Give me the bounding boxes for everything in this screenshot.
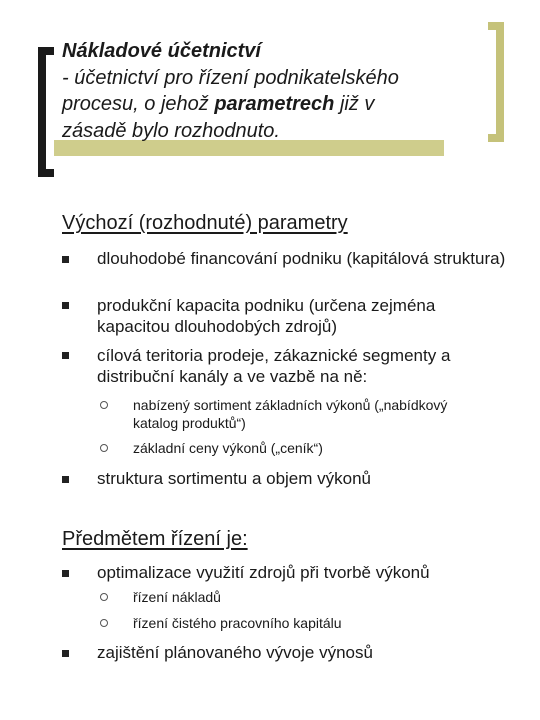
title-line-4: zásadě bylo rozhodnuto. <box>62 119 280 142</box>
sub-list-item: základní ceny výkonů („ceník“) <box>133 440 323 456</box>
bullet-ring-icon <box>100 401 108 409</box>
list-item: produkční kapacita podniku (určena zejména kapacitou dlouhodobých zdrojů) <box>97 296 436 336</box>
bullet-ring-icon <box>100 593 108 601</box>
title-line-2: - účetnictví pro řízení podnikatelského <box>62 66 399 89</box>
bullet-square-icon <box>62 256 69 263</box>
sub-list-item: řízení čistého pracovního kapitálu <box>133 615 342 631</box>
list-item: dlouhodobé financování podniku (kapitálová struktura) <box>97 249 506 268</box>
bullet-ring-icon <box>100 444 108 452</box>
list-item: optimalizace využití zdrojů při tvorbě výkonů <box>97 563 430 582</box>
list-item: cílová teritoria prodeje, zákaznické segmenty a distribuční kanály a ve vazbě na ně: <box>97 346 451 386</box>
title-line-1: Nákladové účetnictví <box>62 40 261 62</box>
left-bracket-decoration <box>38 47 54 177</box>
bullet-square-icon <box>62 570 69 577</box>
section-heading-control: Předmětem řízení je: <box>62 528 248 550</box>
sub-list-item: nabízený sortiment základních výkonů („nabídkový katalog produktů“) <box>133 397 448 431</box>
bullet-square-icon <box>62 352 69 359</box>
list-item: zajištění plánovaného vývoje výnosů <box>97 643 373 662</box>
list-item: struktura sortimentu a objem výkonů <box>97 469 372 488</box>
bullet-square-icon <box>62 302 69 309</box>
bullet-square-icon <box>62 650 69 657</box>
bullet-ring-icon <box>100 619 108 627</box>
slide-title <box>62 38 492 144</box>
section-heading-parameters: Výchozí (rozhodnuté) parametry <box>62 212 348 234</box>
title-line-3: procesu, o jehož parametrech již v <box>62 93 375 115</box>
bullet-square-icon <box>62 476 69 483</box>
sub-list-item: řízení nákladů <box>133 589 221 605</box>
